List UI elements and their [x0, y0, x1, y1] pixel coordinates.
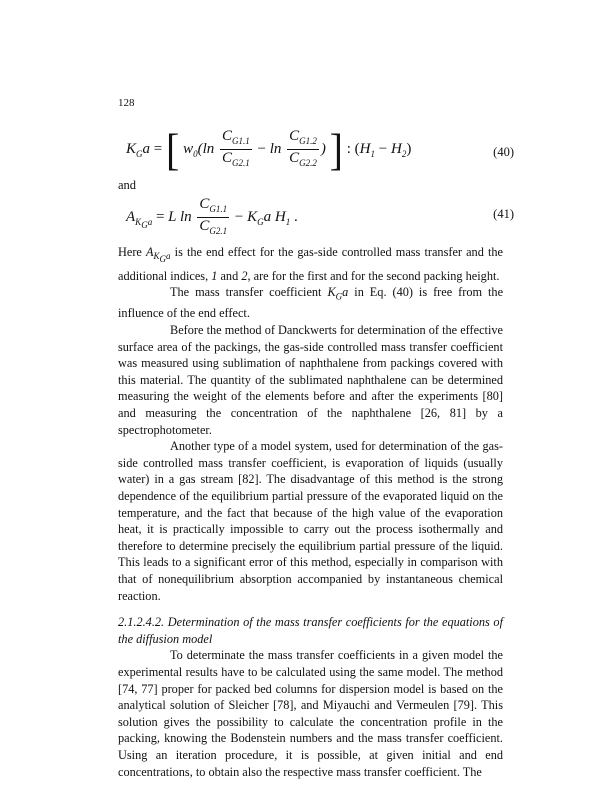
equation-40-label: (40) — [493, 145, 514, 159]
paragraph-3: Another type of a model system, used for determination of the gas-side controlled mass transfer coefficient, is evaporation of liquids (usually water) in a gas stream [82]. The disadvantage of this method is the strong dependence of the equilibrium partial pressure of the evaporated liquid on the temperature, and the fact that because of the high value of the evaporation heat, it is practically impossible to carry out the process isothermally and therefore to determine precisely the equilibrium partial pressure of the liquid. This leads to a significant error of this method, especially in comparison with that of nonequilibrium absorption accompanied by instantaneous chemical reaction. — [118, 439, 503, 603]
paragraph-2: Before the method of Danckwerts for determination of the effective surface area of the packings, the gas-side controlled mass transfer coefficient was measured using sublimation of naphthalene from packings covered with this material. The quantity of the sublimated naphthalene can be determined measuring the weight of the elements before and after the experiments [80] and measuring the concentration of the naphthalene [26, 81] by a spectrophotometer. — [118, 323, 503, 437]
section-heading: 2.1.2.4.2. Determination of the mass transfer coefficients for the equations of the diffusion model — [118, 615, 503, 646]
equation-40: $K_Ga$ = [ $w_0(\ln$ $\frac{C_{G1.1}}{C_{G2.1}}$ − ln $\frac{C_{G1.2}}{C_{G2.2}}$ ) ] : $(H_1 - H_2)$ — [126, 124, 412, 174]
equation-41-label: (41) — [493, 207, 514, 221]
and-word: and — [118, 178, 137, 192]
paragraph-4: To determinate the mass transfer coefficients in a given model the experimental results have to be calculated using the same model. The method [74, 77] proper for packed bed columns for dispersion model is based on the analytical solution of Sleicher [78], and Miyauchi and Vermeulen [79]. This solution gives the possibility to calculate the concentration profile in the packing, knowing the Bodenstein numbers and the mass transfer coefficient. Using an iteration procedure, it is possible, at given initial and end concentrations, to obtain also the respective mass transfer coefficient. The — [118, 648, 503, 779]
equation-41: $A_{K_Ga} = L$ ln $\frac{C_{G1.1}}{C_{G2.1}}$ − $K_Ga$ $H_1$ . — [126, 196, 298, 236]
paragraph-1: The mass transfer coefficient $K_Ga$ in Eq. (40) is free from the influence of the end effect. — [118, 285, 504, 321]
body-text — [118, 244, 503, 780]
page-number: 128 — [118, 97, 135, 109]
here-sentence: Here $A_{K_Ga}$ is the end effect for the gas-side controlled mass transfer and the additional indices, 1 and 2, are for the first and for the second packing height. — [118, 245, 503, 283]
